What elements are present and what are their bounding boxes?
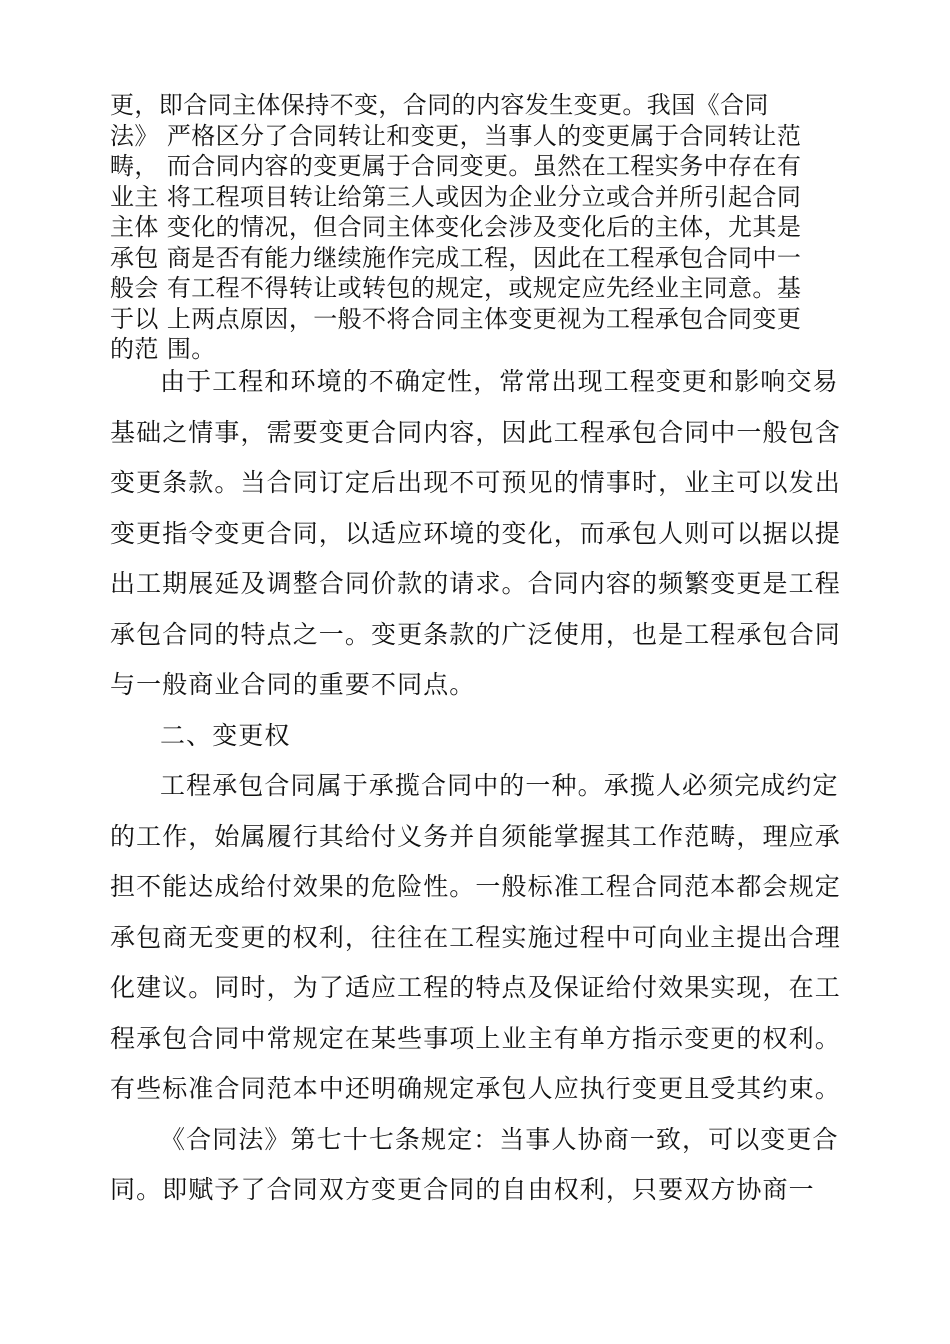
text-line: 主体 变化的情况，但合同主体变化会涉及变化后的主体，尤其是 <box>110 213 802 241</box>
text-line: 业主 将工程项目转让给第三人或因为企业分立或合并所引起合同 <box>110 182 802 211</box>
text-line: 承包 商是否有能力继续施作完成工程，因此在工程承包合同中一 <box>110 243 802 272</box>
paragraph-first-line: 工程承包合同属于承揽合同中的一种。承揽人必须完成约定 <box>160 771 839 800</box>
text-line: 化建议。同时，为了适应工程的特点及保证给付效果实现，在工 <box>110 973 841 1002</box>
top-paragraph <box>110 90 850 365</box>
text-line: 般会 有工程不得转让或转包的规定，或规定应先经业主同意。基 <box>110 274 802 302</box>
paragraph-first-line: 《合同法》第七十七条规定：当事人协商一致，可以变更合 <box>160 1124 839 1154</box>
text-line: 变更指令变更合同，以适应环境的变化，而承包人则可以据以提 <box>110 518 841 548</box>
text-line: 的工作，始属履行其给付义务并自须能掌握其工作范畴，理应承 <box>110 821 841 851</box>
text-line: 法》 严格区分了合同转让和变更，当事人的变更属于合同转让范 <box>110 121 802 150</box>
text-line: 畴， 而合同内容的变更属于合同变更。虽然在工程实务中存在有 <box>110 152 802 180</box>
text-line: 承包商无变更的权利，往往在工程实施过程中可向业主提出合理 <box>110 922 841 952</box>
text-line: 担不能达成给付效果的危险性。一般标准工程合同范本都会规定 <box>110 872 841 901</box>
text-line: 程承包合同中常规定在某些事项上业主有单方指示变更的权利。 <box>110 1023 841 1053</box>
text-line: 于以 上两点原因，一般不将合同主体变更视为工程承包合同变更 <box>110 304 802 333</box>
text-line: 有些标准合同范本中还明确规定承包人应执行变更且受其约束。 <box>110 1074 841 1103</box>
text-line: 更，即合同主体保持不变，合同的内容发生变更。我国《合同 <box>110 91 769 119</box>
text-line: 与一般商业合同的重要不同点。 <box>110 670 476 699</box>
text-line: 的范 围。 <box>110 335 216 363</box>
text-line: 变更条款。当合同订定后出现不可预见的情事时，业主可以发出 <box>110 468 841 497</box>
paragraph-first-line: 由于工程和环境的不确定性，常常出现工程变更和影响交易 <box>160 367 839 396</box>
text-line: 承包合同的特点之一。变更条款的广泛使用，也是工程承包合同 <box>110 619 841 649</box>
body-text <box>110 362 850 1221</box>
text-line: 出工期展延及调整合同价款的请求。合同内容的频繁变更是工程 <box>110 569 841 598</box>
text-line: 基础之情事，需要变更合同内容，因此工程承包合同中一般包含 <box>110 417 841 447</box>
text-line: 同。即赋予了合同双方变更合同的自由权利，只要双方协商一 <box>110 1175 815 1204</box>
section-heading: 二、变更权 <box>160 720 291 750</box>
